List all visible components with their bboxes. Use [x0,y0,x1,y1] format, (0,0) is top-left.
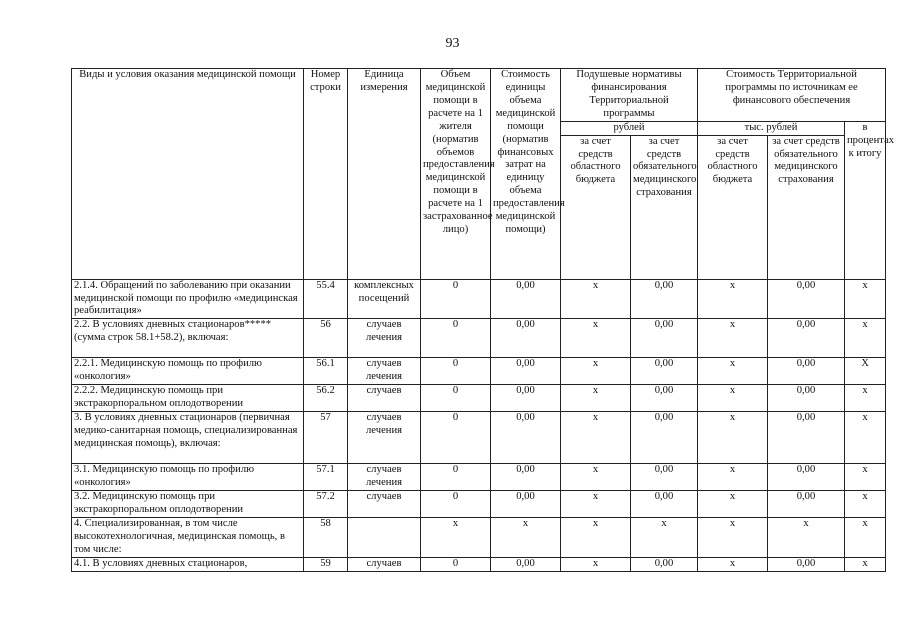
cell-norm-oms: 0,00 [631,557,698,571]
cell-percent: х [845,517,886,557]
header-cost: Стоимость единицы объема медицинской помощи (норматив финансовых затрат на единицу объема предоставления медицинской помощи) [491,69,561,280]
cell-terr-budget: х [698,464,768,491]
cell-volume: 0 [421,557,491,571]
cell-volume: 0 [421,385,491,412]
cell-terr-budget: х [698,385,768,412]
cell-percent: х [845,412,886,464]
row-description: 3.1. Медицинскую помощь по профилю «онкология» [72,464,304,491]
cell-row-number: 57.1 [304,464,348,491]
table-body [72,279,886,571]
row-description: 3.2. Медицинскую помощь при экстракорпоральном оплодотворении [72,490,304,517]
cell-volume: 0 [421,464,491,491]
cell-volume: х [421,517,491,557]
cell-terr-oms: 0,00 [768,412,845,464]
cell-cost: 0,00 [491,464,561,491]
cell-unit: случаев лечения [348,464,421,491]
cell-percent: Х [845,358,886,385]
cell-terr-budget: х [698,358,768,385]
cell-terr-budget: х [698,490,768,517]
table-row [72,517,886,557]
header-oms-2: за счет средств обязательного медицинского страхования [768,135,845,279]
header-norms: Подушевые нормативы финансирования Территориальной программы [561,69,698,122]
table-row [72,319,886,358]
cell-percent: х [845,385,886,412]
row-description: 2.1.4. Обращений по заболеванию при оказании медицинской помощи по профилю «медицинская реабилитация» [72,279,304,319]
header-thous-rub: тыс. рублей [698,121,845,135]
cell-unit: случаев лечения [348,319,421,358]
table-row [72,412,886,464]
row-description: 3. В условиях дневных стационаров (первичная медико-санитарная помощь, специализированная медицинская помощь), включая: [72,412,304,464]
cell-norm-budget: х [561,319,631,358]
cell-norm-budget: х [561,517,631,557]
cell-terr-oms: 0,00 [768,279,845,319]
cell-terr-oms: х [768,517,845,557]
cell-cost: 0,00 [491,358,561,385]
cell-norm-oms: 0,00 [631,385,698,412]
cell-norm-budget: х [561,279,631,319]
cell-cost: 0,00 [491,279,561,319]
cell-unit: случаев [348,557,421,571]
data-table [71,68,895,572]
cell-cost: 0,00 [491,319,561,358]
cell-volume: 0 [421,279,491,319]
table-row [72,557,886,571]
cell-norm-budget: х [561,358,631,385]
cell-norm-budget: х [561,412,631,464]
cell-terr-budget: х [698,412,768,464]
cell-terr-oms: 0,00 [768,464,845,491]
cell-unit: комплексных посещений [348,279,421,319]
cell-row-number: 59 [304,557,348,571]
cell-norm-oms: 0,00 [631,358,698,385]
cell-norm-oms: 0,00 [631,319,698,358]
header-budget-2: за счет средств областного бюджета [698,135,768,279]
header-budget: за счет средств областного бюджета [561,135,631,279]
cell-volume: 0 [421,358,491,385]
cell-terr-oms: 0,00 [768,490,845,517]
cell-terr-oms: 0,00 [768,358,845,385]
cell-row-number: 57 [304,412,348,464]
cell-terr-oms: 0,00 [768,557,845,571]
table-row [72,490,886,517]
cell-terr-budget: х [698,517,768,557]
cell-volume: 0 [421,319,491,358]
cell-percent: х [845,319,886,358]
cell-percent: х [845,464,886,491]
cell-norm-budget: х [561,557,631,571]
cell-unit: случаев [348,385,421,412]
cell-cost: х [491,517,561,557]
page-number: 93 [445,36,460,51]
cell-norm-budget: х [561,385,631,412]
cell-volume: 0 [421,490,491,517]
header-row-number: Номер строки [304,69,348,280]
cell-terr-budget: х [698,319,768,358]
row-description: 2.2. В условиях дневных стационаров***** (сумма строк 58.1+58.2), включая: [72,319,304,358]
row-description: 2.2.2. Медицинскую помощь при экстракорпоральном оплодотворении [72,385,304,412]
cell-norm-oms: 0,00 [631,464,698,491]
header-oms: за счет средств обязательного медицинского страхования [631,135,698,279]
header-percent: в процентах к итогу [845,121,886,279]
row-description: 4.1. В условиях дневных стационаров, [72,557,304,571]
cell-terr-budget: х [698,557,768,571]
cell-row-number: 56.1 [304,358,348,385]
header-unit: Единица измерения [348,69,421,280]
cell-percent: х [845,279,886,319]
cell-norm-oms: 0,00 [631,490,698,517]
cell-row-number: 55.4 [304,279,348,319]
table-row [72,385,886,412]
cell-terr-oms: 0,00 [768,385,845,412]
cell-terr-oms: 0,00 [768,319,845,358]
table-row [72,279,886,319]
cell-volume: 0 [421,412,491,464]
cell-cost: 0,00 [491,412,561,464]
cell-unit: случаев лечения [348,358,421,385]
header-volume: Объем медицинской помощи в расчете на 1 жителя (норматив объемов предоставления медицинской помощи в расчете на 1 застрахованное лицо) [421,69,491,280]
cell-row-number: 56 [304,319,348,358]
row-description: 4. Специализированная, в том числе высокотехнологичная, медицинская помощь, в том числе: [72,517,304,557]
cell-terr-budget: х [698,279,768,319]
header-territorial-cost: Стоимость Территориальной программы по источникам ее финансового обеспечения [698,69,886,122]
cell-percent: х [845,557,886,571]
cell-norm-budget: х [561,464,631,491]
row-description: 2.2.1. Медицинскую помощь по профилю «онкология» [72,358,304,385]
cell-norm-budget: х [561,490,631,517]
cell-unit: случаев [348,490,421,517]
cell-cost: 0,00 [491,385,561,412]
cell-row-number: 57.2 [304,490,348,517]
cell-cost: 0,00 [491,557,561,571]
cell-percent: х [845,490,886,517]
table-row [72,358,886,385]
header-rub: рублей [561,121,698,135]
cell-unit [348,517,421,557]
table-row [72,464,886,491]
cell-cost: 0,00 [491,490,561,517]
cell-row-number: 56.2 [304,385,348,412]
cell-norm-oms: х [631,517,698,557]
cell-row-number: 58 [304,517,348,557]
cell-norm-oms: 0,00 [631,279,698,319]
header-type: Виды и условия оказания медицинской помощи [72,69,304,280]
cell-norm-oms: 0,00 [631,412,698,464]
cell-unit: случаев лечения [348,412,421,464]
